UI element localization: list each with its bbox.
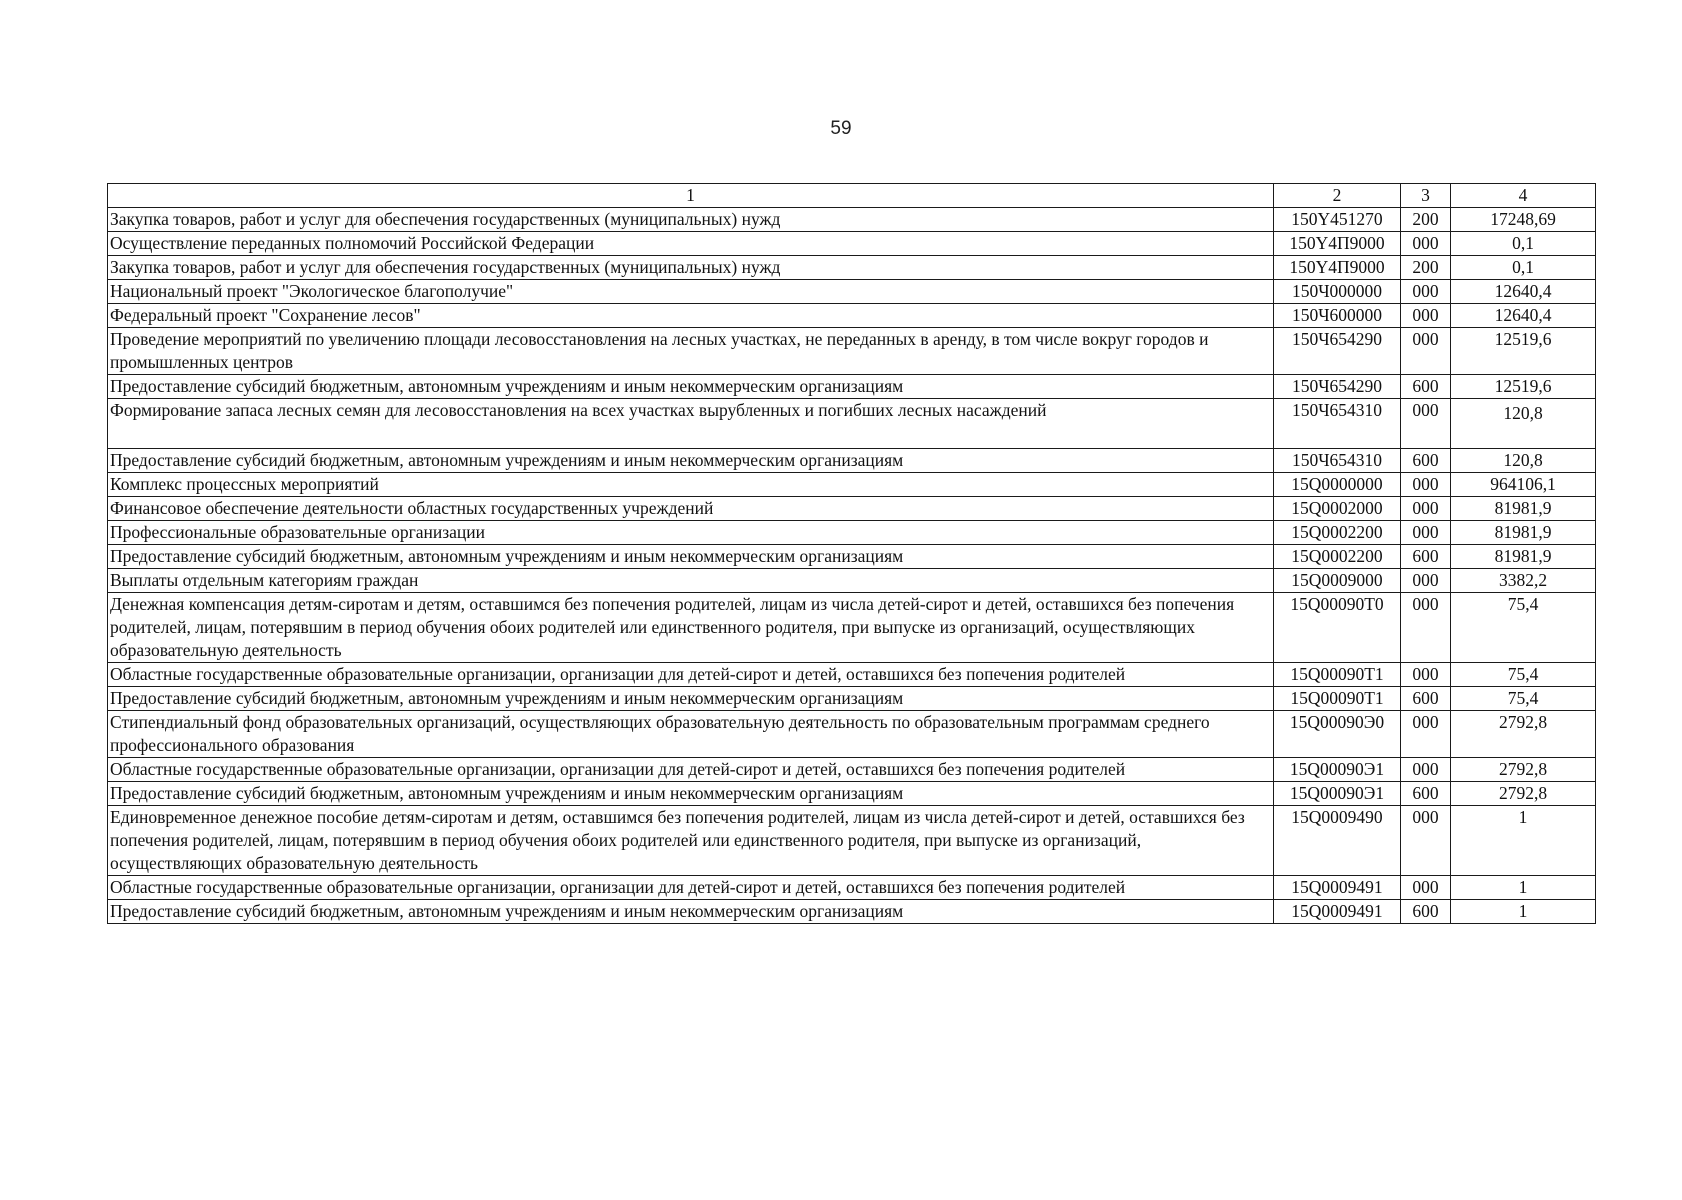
- row-amount: 1: [1451, 876, 1596, 900]
- row-amount: 81981,9: [1451, 545, 1596, 569]
- header-col-4: 4: [1451, 184, 1596, 208]
- table-row: [108, 521, 1596, 545]
- row-vr: 000: [1401, 806, 1451, 876]
- row-vr: 000: [1401, 521, 1451, 545]
- row-name: Закупка товаров, работ и услуг для обеспечения государственных (муниципальных) нужд: [108, 208, 1274, 232]
- table-row: [108, 497, 1596, 521]
- row-amount: 17248,69: [1451, 208, 1596, 232]
- row-name: Денежная компенсация детям-сиротам и детям, оставшимся без попечения родителей, лицам из числа детей-сирот и детей, оставшихся без попечения родителей, лицам, потерявшим в период обучения обоих родителей или единственного родителя, при выпуске из организаций, осуществляющих образовательную деятельность: [108, 593, 1274, 663]
- row-code: 150Ч654290: [1274, 328, 1401, 375]
- row-name: Выплаты отдельным категориям граждан: [108, 569, 1274, 593]
- row-name: Областные государственные образовательные организации, организации для детей-сирот и детей, оставшихся без попечения родителей: [108, 663, 1274, 687]
- row-code: 150Y451270: [1274, 208, 1401, 232]
- row-vr: 000: [1401, 232, 1451, 256]
- table-row: [108, 687, 1596, 711]
- row-amount: 2792,8: [1451, 711, 1596, 758]
- table-row: [108, 782, 1596, 806]
- row-name: Проведение мероприятий по увеличению площади лесовосстановления на лесных участках, не переданных в аренду, в том числе вокруг городов и промышленных центров: [108, 328, 1274, 375]
- row-amount: 3382,2: [1451, 569, 1596, 593]
- row-code: 15Q00090Э1: [1274, 782, 1401, 806]
- row-code: 15Q0000000: [1274, 473, 1401, 497]
- table-row: [108, 328, 1596, 375]
- row-name: Предоставление субсидий бюджетным, автономным учреждениям и иным некоммерческим организациям: [108, 687, 1274, 711]
- row-name: Федеральный проект "Сохранение лесов": [108, 304, 1274, 328]
- row-vr: 000: [1401, 304, 1451, 328]
- row-name: Формирование запаса лесных семян для лесовосстановления на всех участках вырубленных и погибших лесных насаждений: [108, 399, 1274, 449]
- row-code: 150Y4П9000: [1274, 256, 1401, 280]
- row-vr: 200: [1401, 208, 1451, 232]
- table-row: [108, 569, 1596, 593]
- row-code: 150Ч600000: [1274, 304, 1401, 328]
- row-amount: 964106,1: [1451, 473, 1596, 497]
- table-row: [108, 900, 1596, 924]
- row-vr: 600: [1401, 782, 1451, 806]
- row-code: 15Q0009491: [1274, 876, 1401, 900]
- row-code: 15Q00090Э0: [1274, 711, 1401, 758]
- row-name: Предоставление субсидий бюджетным, автономным учреждениям и иным некоммерческим организациям: [108, 449, 1274, 473]
- row-name: Национальный проект "Экологическое благополучие": [108, 280, 1274, 304]
- table-row: [108, 208, 1596, 232]
- row-amount: 1: [1451, 806, 1596, 876]
- row-vr: 000: [1401, 593, 1451, 663]
- row-name: Комплекс процессных мероприятий: [108, 473, 1274, 497]
- row-amount: 75,4: [1451, 687, 1596, 711]
- table-row: [108, 232, 1596, 256]
- header-col-3: 3: [1401, 184, 1451, 208]
- table-row: [108, 399, 1596, 449]
- row-name: Областные государственные образовательные организации, организации для детей-сирот и детей, оставшихся без попечения родителей: [108, 876, 1274, 900]
- row-name: Осуществление переданных полномочий Российской Федерации: [108, 232, 1274, 256]
- table-row: [108, 806, 1596, 876]
- row-amount: 120,8: [1451, 449, 1596, 473]
- table-row: [108, 545, 1596, 569]
- row-name: Предоставление субсидий бюджетным, автономным учреждениям и иным некоммерческим организациям: [108, 900, 1274, 924]
- table-header-row: [108, 184, 1596, 208]
- table-row: [108, 375, 1596, 399]
- row-amount: 12519,6: [1451, 328, 1596, 375]
- header-col-1: 1: [108, 184, 1274, 208]
- table-row: [108, 876, 1596, 900]
- row-amount: 0,1: [1451, 232, 1596, 256]
- row-amount: 75,4: [1451, 663, 1596, 687]
- row-name: Закупка товаров, работ и услуг для обеспечения государственных (муниципальных) нужд: [108, 256, 1274, 280]
- row-vr: 000: [1401, 280, 1451, 304]
- row-amount: 120,8: [1451, 399, 1596, 449]
- row-amount: 75,4: [1451, 593, 1596, 663]
- row-amount: 1: [1451, 900, 1596, 924]
- row-amount: 0,1: [1451, 256, 1596, 280]
- row-vr: 000: [1401, 876, 1451, 900]
- table-row: [108, 663, 1596, 687]
- row-code: 150Ч654310: [1274, 449, 1401, 473]
- row-name: Финансовое обеспечение деятельности областных государственных учреждений: [108, 497, 1274, 521]
- budget-table: [107, 183, 1596, 924]
- row-code: 150Ч654310: [1274, 399, 1401, 449]
- row-vr: 000: [1401, 328, 1451, 375]
- row-code: 15Q0002200: [1274, 521, 1401, 545]
- row-name: Предоставление субсидий бюджетным, автономным учреждениям и иным некоммерческим организациям: [108, 375, 1274, 399]
- row-vr: 000: [1401, 473, 1451, 497]
- row-vr: 600: [1401, 375, 1451, 399]
- table-row: [108, 449, 1596, 473]
- row-amount: 12640,4: [1451, 280, 1596, 304]
- row-vr: 000: [1401, 663, 1451, 687]
- row-name: Предоставление субсидий бюджетным, автономным учреждениям и иным некоммерческим организациям: [108, 782, 1274, 806]
- row-code: 15Q00090Э1: [1274, 758, 1401, 782]
- row-code: 15Q0002000: [1274, 497, 1401, 521]
- row-amount: 81981,9: [1451, 497, 1596, 521]
- row-vr: 000: [1401, 399, 1451, 449]
- header-col-2: 2: [1274, 184, 1401, 208]
- table-row: [108, 473, 1596, 497]
- table-row: [108, 256, 1596, 280]
- row-code: 150Ч654290: [1274, 375, 1401, 399]
- row-vr: 600: [1401, 687, 1451, 711]
- row-vr: 600: [1401, 900, 1451, 924]
- row-amount: 2792,8: [1451, 758, 1596, 782]
- row-code: 15Q0009490: [1274, 806, 1401, 876]
- row-code: 15Q00090T0: [1274, 593, 1401, 663]
- row-vr: 600: [1401, 545, 1451, 569]
- row-code: 15Q0009491: [1274, 900, 1401, 924]
- row-vr: 000: [1401, 758, 1451, 782]
- row-name: Предоставление субсидий бюджетным, автономным учреждениям и иным некоммерческим организациям: [108, 545, 1274, 569]
- row-vr: 000: [1401, 497, 1451, 521]
- row-name: Стипендиальный фонд образовательных организаций, осуществляющих образовательную деятельность по образовательным программам среднего профессионального образования: [108, 711, 1274, 758]
- row-name: Единовременное денежное пособие детям-сиротам и детям, оставшимся без попечения родителей, лицам из числа детей-сирот и детей, оставшихся без попечения родителей, лицам, потерявшим в период обучения обоих родителей или единственного родителя, при выпуске из организаций, осуществляющих образовательную деятельность: [108, 806, 1274, 876]
- row-code: 15Q0002200: [1274, 545, 1401, 569]
- table-row: [108, 280, 1596, 304]
- row-code: 150Y4П9000: [1274, 232, 1401, 256]
- row-vr: 000: [1401, 569, 1451, 593]
- table-row: [108, 758, 1596, 782]
- row-code: 15Q00090T1: [1274, 663, 1401, 687]
- row-code: 150Ч000000: [1274, 280, 1401, 304]
- row-vr: 000: [1401, 711, 1451, 758]
- row-code: 15Q00090T1: [1274, 687, 1401, 711]
- row-amount: 2792,8: [1451, 782, 1596, 806]
- row-amount: 12640,4: [1451, 304, 1596, 328]
- row-vr: 200: [1401, 256, 1451, 280]
- table-row: [108, 304, 1596, 328]
- table-row: [108, 593, 1596, 663]
- row-code: 15Q0009000: [1274, 569, 1401, 593]
- table-row: [108, 711, 1596, 758]
- row-amount: 12519,6: [1451, 375, 1596, 399]
- row-name: Областные государственные образовательные организации, организации для детей-сирот и детей, оставшихся без попечения родителей: [108, 758, 1274, 782]
- row-vr: 600: [1401, 449, 1451, 473]
- row-amount: 81981,9: [1451, 521, 1596, 545]
- page-number: 59: [830, 118, 852, 139]
- row-name: Профессиональные образовательные организации: [108, 521, 1274, 545]
